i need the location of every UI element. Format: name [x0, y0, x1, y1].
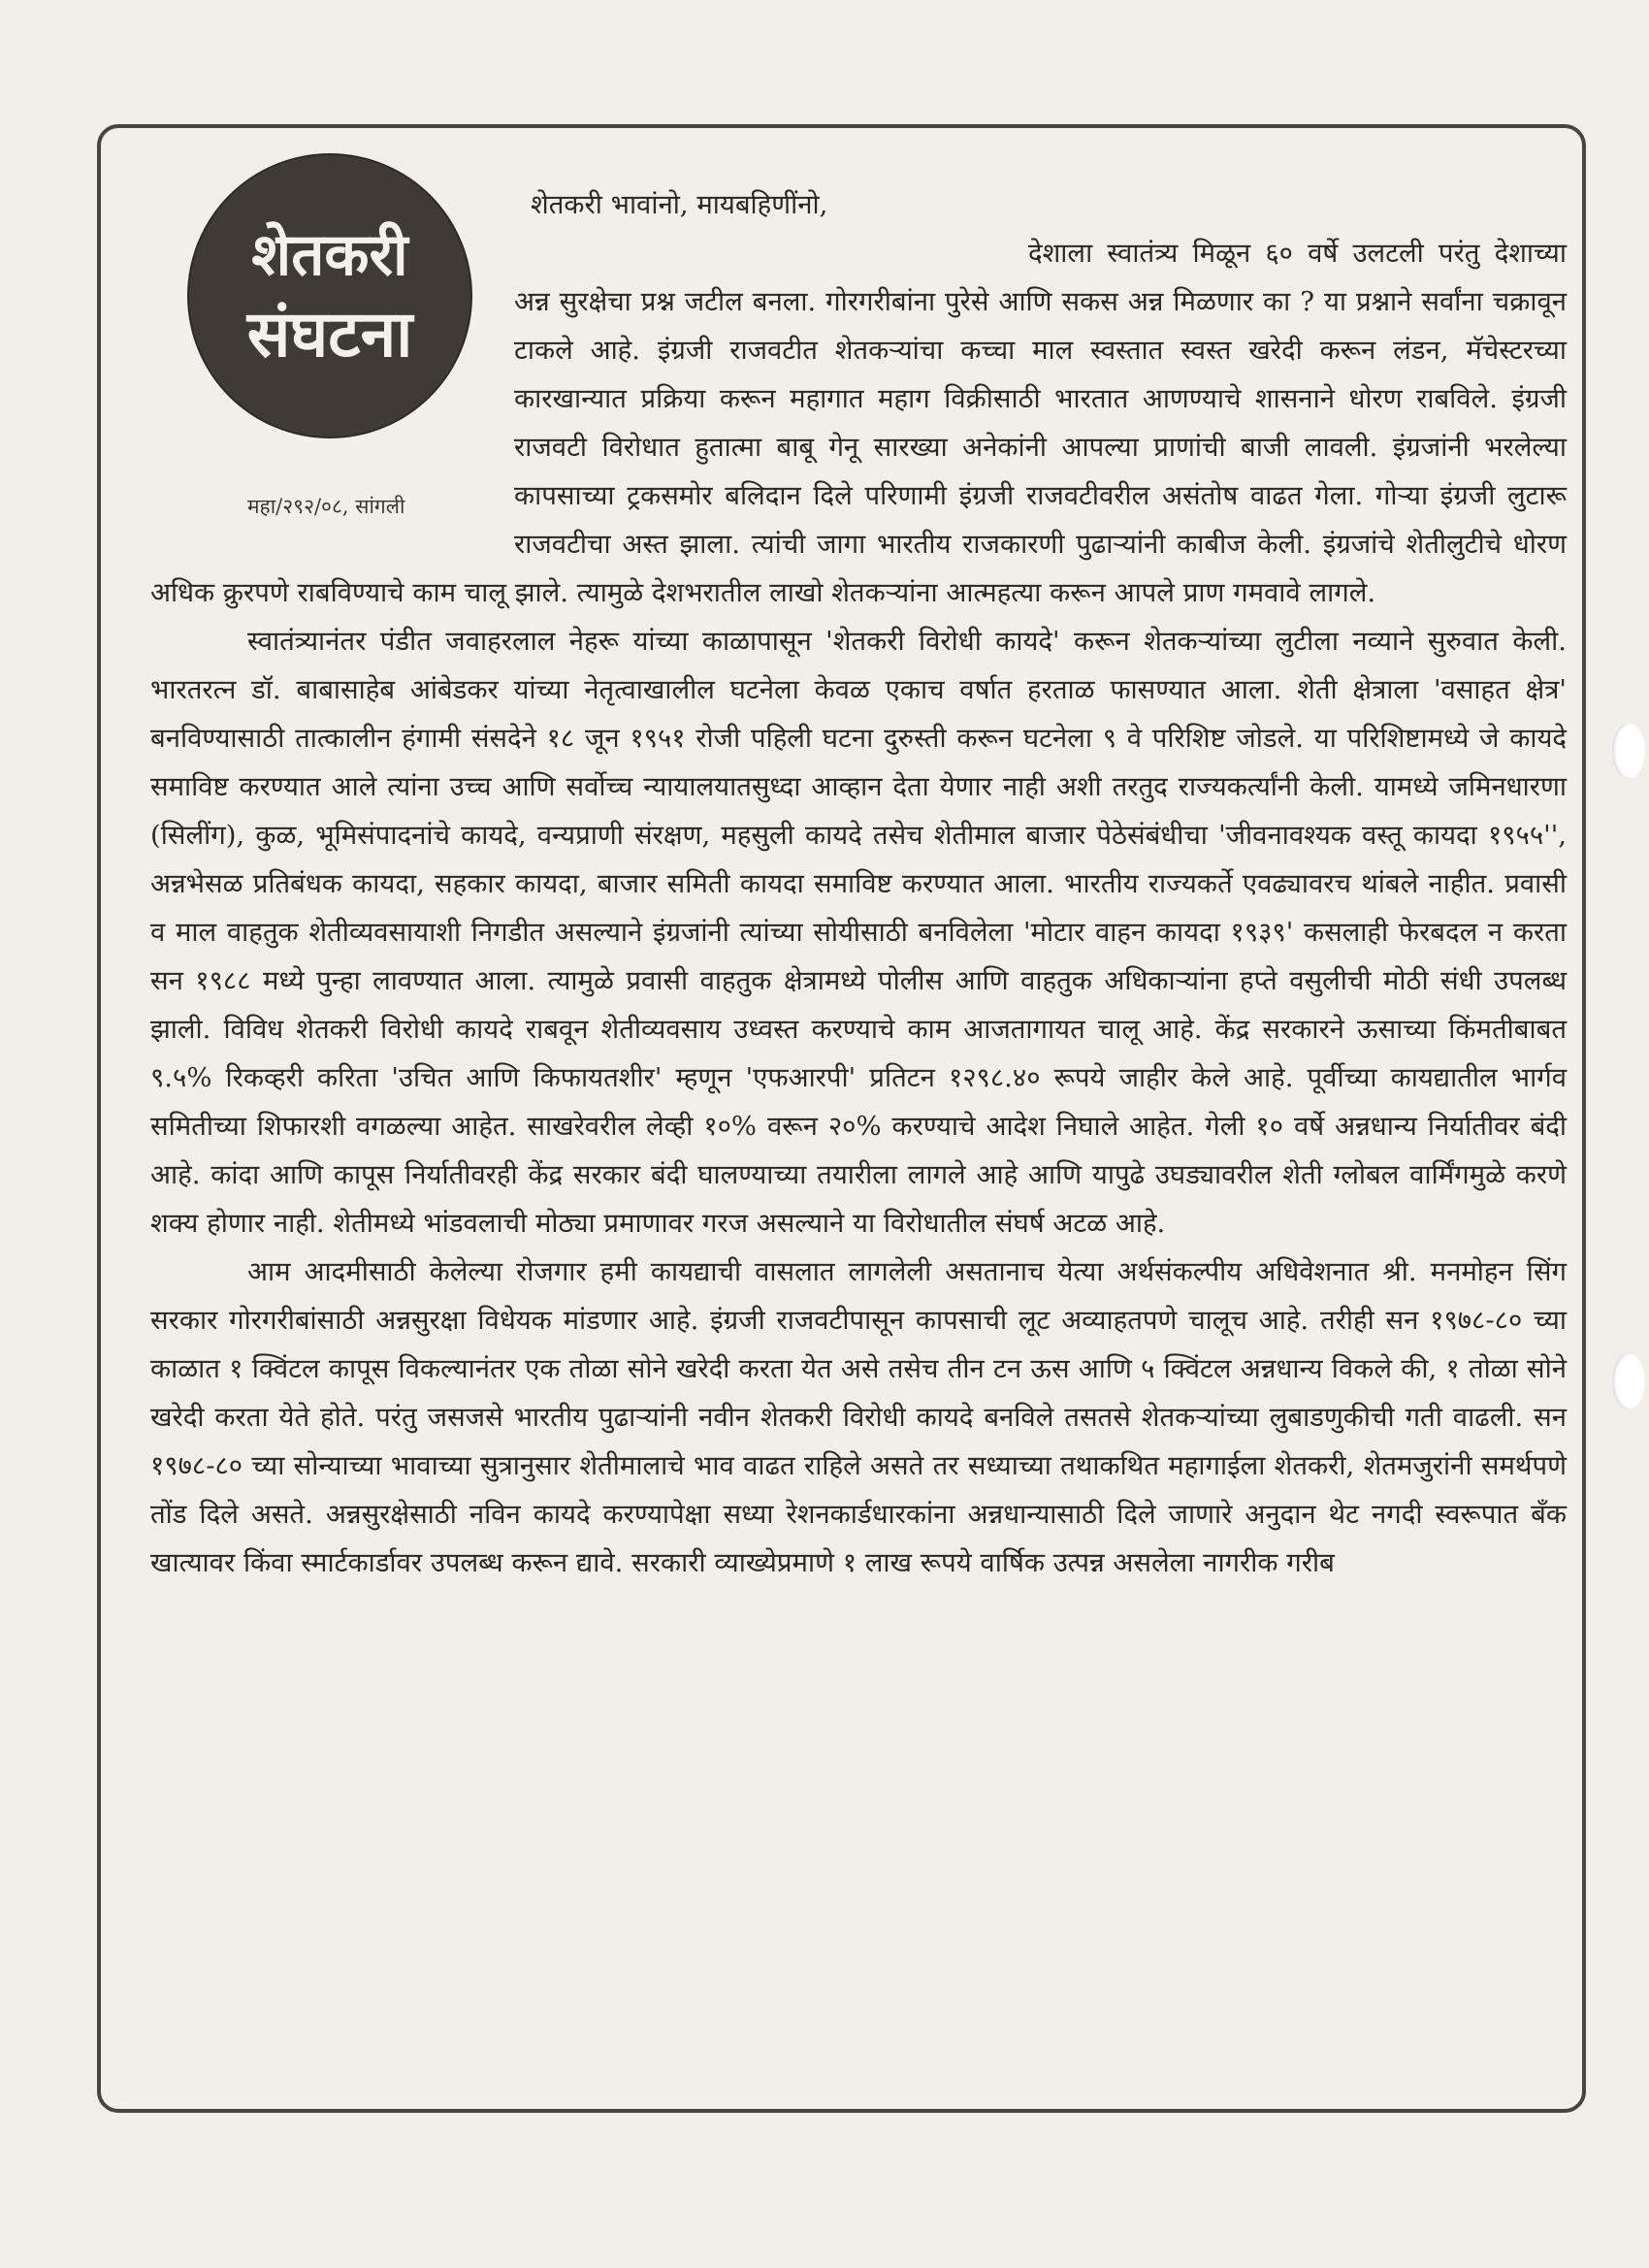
logo-text-line1: शेतकरी	[251, 221, 408, 289]
paragraph-3: आम आदमीसाठी केलेल्या रोजगार हमी कायद्याची वासलात लागलेली असतानाच येत्या अर्थसंकल्पीय अधिवेशनात श्री. मनमोहन सिंग सरकार गोरगरीबांसाठी अन्नसुरक्षा विधेयक मांडणार आहे. इंग्रजी राजवटीपासून कापसाची लूट अव्याहतपणे चालूच आहे. तरीही सन १९७८-८० च्या काळात १ क्विंटल कापूस विकल्यानंतर एक तोळा सोने खरेदी करता येत असे तसेच तीन टन ऊस आणि ५ क्विंटल अन्नधान्य विकले की, १ तोळा सोने खरेदी करता येते होते. परंतु जसजसे भारतीय पुढाऱ्यांनी नवीन शेतकरी विरोधी कायदे बनविले तसतसे शेतकऱ्यांच्या लुबाडणुकीची गती वाढली. सन १९७८-८० च्या सोन्याच्या भावाच्या सुत्रानुसार शेतीमालाचे भाव वाढत राहिले असते तर सध्याच्या तथाकथित महागाईला शेतकरी, शेतमजुरांनी समर्थपणे तोंड दिले असते. अन्नसुरक्षेसाठी नविन कायदे करण्यापेक्षा सध्या रेशनकार्डधारकांना अन्नधान्यासाठी दिले जाणारे अनुदान थेट नगदी स्वरूपात बँक खात्यावर किंवा स्मार्टकार्डावर उपलब्ध करून द्यावे. सरकारी व्याख्येप्रमाणे १ लाख रूपये वार्षिक उत्पन्न असलेला नागरीक गरीब	[150, 1256, 1567, 1578]
logo-text-line2: संघटना	[246, 296, 413, 372]
salutation: शेतकरी भावांनो, मायबहिणींनो,	[531, 189, 828, 220]
registration-number: महा/२९२/०८, सांगली	[247, 495, 405, 518]
paragraph-2: स्वातंत्र्यानंतर पंडीत जवाहरलाल नेहरू यांच्या काळापासून 'शेतकरी विरोधी कायदे' करून शेतकऱ्यांच्या लुटीला नव्याने सुरुवात केली. भारतरत्न डॉ. बाबासाहेब आंबेडकर यांच्या नेतृत्वाखालील घटनेला केवळ एकाच वर्षात हरताळ फासण्यात आला. शेती क्षेत्राला 'वसाहत क्षेत्र' बनविण्यासाठी तात्कालीन हंगामी संसदेने १८ जून १९५१ रोजी पहिली घटना दुरुस्ती करून घटनेला ९ वे परिशिष्ट जोडले. या परिशिष्टामध्ये जे कायदे समाविष्ट करण्यात आले त्यांना उच्च आणि सर्वोच्च न्यायालयातसुध्दा आव्हान देता येणार नाही अशी तरतुद राज्यकर्त्यांनी केली. यामध्ये जमिनधारणा (सिलींग), कुळ, भूमिसंपादनांचे कायदे, वन्यप्राणी संरक्षण, महसुली कायदे तसेच शेतीमाल बाजार पेठेसंबंधीचा 'जीवनावश्यक वस्तू कायदा १९५५'', अन्नभेसळ प्रतिबंधक कायदा, सहकार कायदा, बाजार समिती कायदा समाविष्ट करण्यात आला. भारतीय राज्यकर्ते एवढ्यावरच थांबले नाहीत. प्रवासी व माल वाहतुक शेतीव्यवसायाशी निगडीत असल्याने इंग्रजांनी त्यांच्या सोयीसाठी बनविलेला 'मोटार वाहन कायदा १९३९' कसलाही फेरबदल न करता सन १९८८ मध्ये पुन्हा लावण्यात आला. त्यामुळे प्रवासी वाहतुक क्षेत्रामध्ये पोलीस आणि वाहतुक अधिकाऱ्यांना हप्ते वसुलीची मोठी संधी उपलब्ध झाली. विविध शेतकरी विरोधी कायदे राबवून शेतीव्यवसाय उध्वस्त करण्याचे काम आजतागायत चालू आहे. केंद्र सरकारने ऊसाच्या किंमतीबाबत ९.५% रिकव्हरी करिता 'उचित आणि किफायतशीर' म्हणून 'एफआरपी' प्रतिटन १२९८.४० रूपये जाहीर केले आहे. पूर्वीच्या कायद्यातील भार्गव समितीच्या शिफारशी वगळल्या आहेत. साखरेवरील लेव्ही १०% वरून २०% करण्याचे आदेश निघाले आहेत. गेली १० वर्षे अन्नधान्य निर्यातीवर बंदी आहे. कांदा आणि कापूस निर्यातीवरही केंद्र सरकार बंदी घालण्याच्या तयारीला लागले आहे आणि यापुढे उघड्यावरील शेती ग्लोबल वार्मिंगमुळे करणे शक्य होणार नाही. शेतीमध्ये भांडवलाची मोठ्या प्रमाणावर गरज असल्याने या विरोधातील संघर्ष अटळ आहे.	[150, 626, 1567, 1239]
paragraph-1: देशाला स्वातंत्र्य मिळून ६० वर्षे उलटली परंतु देशाच्या अन्न सुरक्षेचा प्रश्न जटील बनला. गोरगरीबांना पुरेसे आणि सकस अन्न मिळणार का ? या प्रश्नाने सर्वांना चक्रावून टाकले आहे. इंग्रजी राजवटीत शेतकऱ्यांचा कच्चा माल स्वस्तात स्वस्त खरेदी करून लंडन, मॅचेस्टरच्या कारखान्यात प्रक्रिया करून महागात महाग विक्रीसाठी भारतात आणण्याचे शासनाने धोरण राबविले. इंग्रजी राजवटी विरोधात हुतात्मा बाबू गेनू सारख्या अनेकांनी आपल्या प्राणांची बाजी लावली. इंग्रजांनी भरलेल्या कापसाच्या ट्रकसमोर बलिदान दिले परिणामी इंग्रजी राजवटीवरील असंतोष वाढत गेला. गोऱ्या इंग्रजी लुटारू राजवटीचा अस्त झाला. त्यांची जागा भारतीय राजकारणी पुढाऱ्यांनी काबीज केली. इंग्रजांचे शेतीलुटीचे धोरण अधिक क्रुरपणे राबविण्याचे काम चालू झाले. त्यामुळे देशभरातील लाखो शेतकऱ्यांना आत्महत्या करून आपले प्राण गमवावे लागले.	[150, 238, 1567, 608]
punch-hole	[1612, 1353, 1645, 1409]
punch-hole	[1612, 723, 1645, 779]
letter-body	[150, 180, 1567, 1587]
